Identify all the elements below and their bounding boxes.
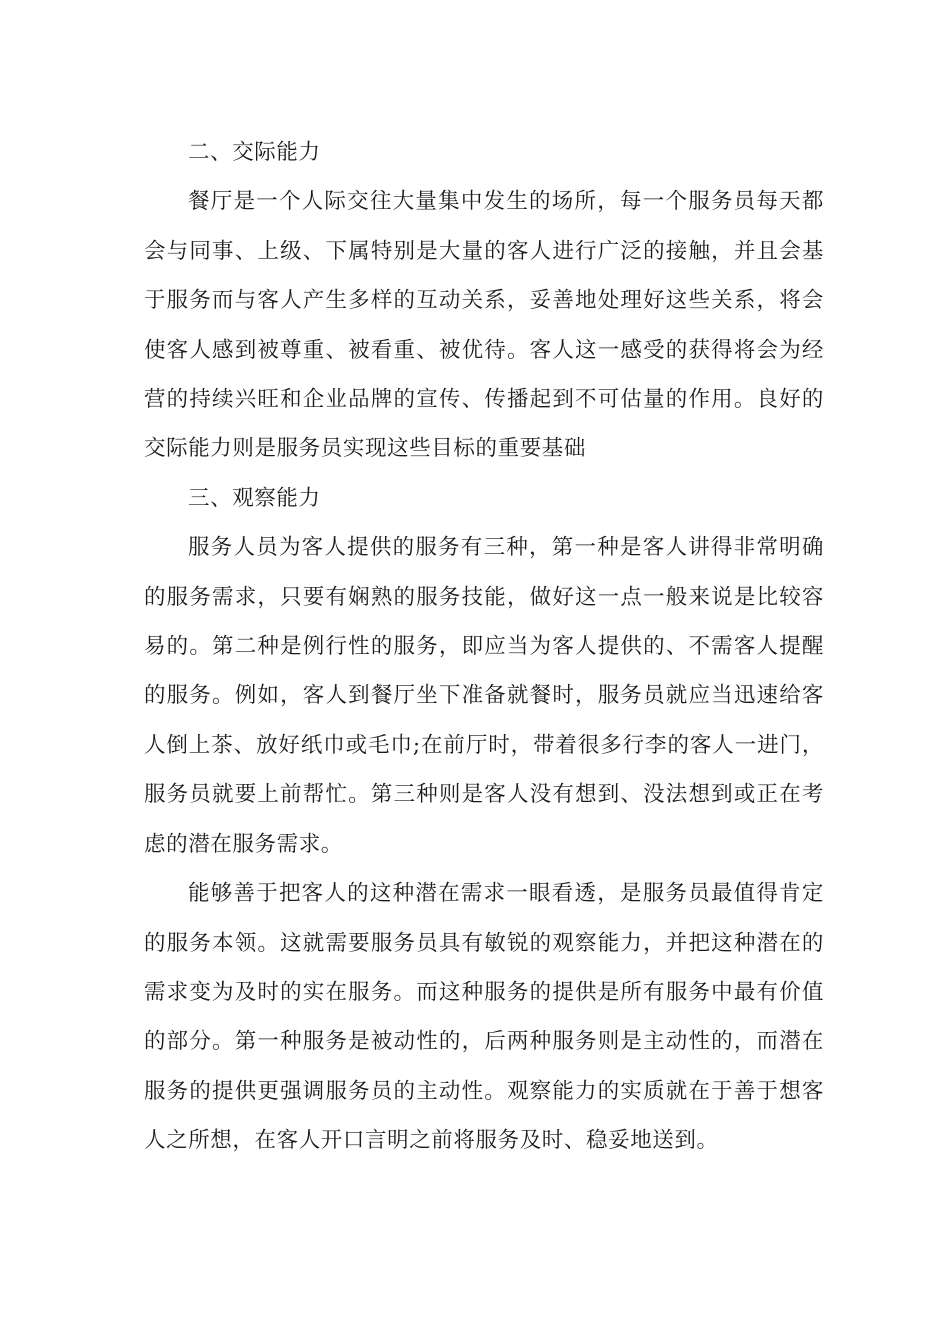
paragraph-observation-latent-needs: 能够善于把客人的这种潜在需求一眼看透，是服务员最值得肯定的服务本领。这就需要服务员具有敏锐的观察能力，并把这种潜在的需求变为及时的实在服务。而这种服务的提供是所有服务中最有价值的部分。第一种服务是被动性的，后两种服务则是主动性的，而潜在服务的提供更强调服务员的主动性。观察能力的实质就在于善于想客人之所想，在客人开口言明之前将服务及时、稳妥地送到。 [144,881,824,1154]
section-heading-observation: 三、观察能力 [188,485,321,511]
section-heading-communication: 二、交际能力 [188,140,321,165]
paragraph-observation-service-types: 服务人员为客人提供的服务有三种，第一种是客人讲得非常明确的服务需求，只要有娴熟的服务技能，做好这一点一般来说是比较容易的。第二种是例行性的服务，即应当为客人提供的、不需客人提醒的服务。例如，客人到餐厅坐下准备就餐时，服务员就应当迅速给客人倒上茶、放好纸巾或毛巾;在前厅时，带着很多行李的客人一进门，服务员就要上前帮忙。第三种则是客人没有想到、没法想到或正在考虑的潜在服务需求。 [144,535,824,857]
document-body [144,128,824,1166]
paragraph-communication: 餐厅是一个人际交往大量集中发生的场所，每一个服务员每天都会与同事、上级、下属特别是大量的客人进行广泛的接触，并且会基于服务而与客人产生多样的互动关系，妥善地处理好这些关系，将会使客人感到被尊重、被看重、被优待。客人这一感受的获得将会为经营的持续兴旺和企业品牌的宣传、传播起到不可估量的作用。良好的交际能力则是服务员实现这些目标的重要基础 [144,189,824,462]
